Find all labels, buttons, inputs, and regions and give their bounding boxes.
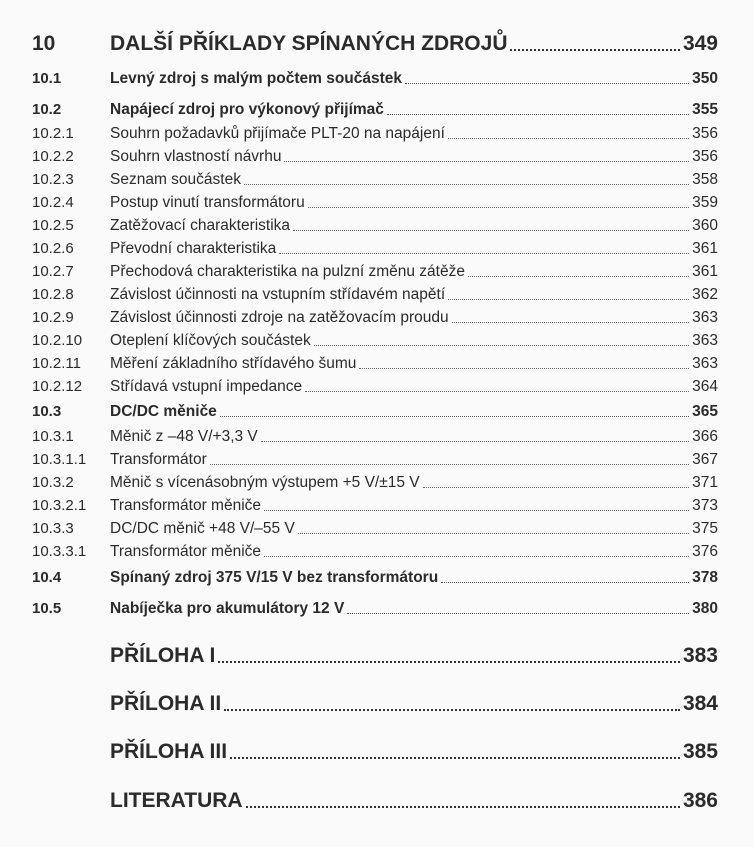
toc-entry — [110, 286, 718, 304]
entry-page: 350 — [692, 70, 718, 87]
section-number: 10.1 — [32, 70, 62, 87]
dot-leader — [244, 184, 689, 185]
section-number: 10.3.3 — [32, 520, 74, 537]
entry-page: 385 — [682, 740, 718, 763]
entry-page: 367 — [692, 451, 718, 468]
chapter-title: DALŠÍ PŘÍKLADY SPÍNANÝCH ZDROJŮ — [110, 32, 508, 55]
entry-title: Přechodová charakteristika na pulzní změnu zátěže — [110, 263, 465, 280]
toc-entry — [110, 101, 718, 119]
toc-entry — [110, 403, 718, 421]
entry-title: Postup vinutí transformátoru — [110, 194, 305, 211]
dot-leader — [423, 487, 690, 488]
entry-title: Převodní charakteristika — [110, 240, 277, 257]
section-number: 10.3.3.1 — [32, 543, 87, 560]
entry-page: 371 — [692, 474, 718, 491]
entry-title: PŘÍLOHA II — [110, 692, 222, 715]
dot-leader — [510, 49, 679, 51]
entry-title: Transformátor — [110, 451, 207, 468]
dot-leader — [218, 661, 680, 663]
dot-leader — [405, 83, 689, 84]
entry-page: 366 — [692, 428, 718, 445]
entry-page: 383 — [682, 644, 718, 667]
toc-entry — [110, 740, 718, 764]
section-number: 10.3.1 — [32, 428, 74, 445]
entry-page: 361 — [692, 240, 718, 257]
toc-entry — [110, 378, 718, 396]
dot-leader — [279, 253, 689, 254]
dot-leader — [347, 613, 689, 614]
dot-leader — [261, 441, 689, 442]
entry-title: Oteplení klíčových součástek — [110, 332, 311, 349]
chapter-entry — [110, 32, 718, 56]
entry-page: 364 — [692, 378, 718, 395]
section-number: 10.2.9 — [32, 309, 74, 326]
section-number: 10.2.6 — [32, 240, 74, 257]
dot-leader — [308, 207, 689, 208]
dot-leader — [314, 345, 689, 346]
entry-title: Zatěžovací charakteristika — [110, 217, 291, 234]
dot-leader — [264, 556, 689, 557]
dot-leader — [305, 391, 689, 392]
entry-page: 386 — [682, 789, 718, 812]
toc-entry — [110, 125, 718, 143]
entry-page: 363 — [692, 309, 718, 326]
chapter-number: 10 — [32, 32, 56, 55]
entry-page: 361 — [692, 263, 718, 280]
entry-page: 375 — [692, 520, 718, 537]
dot-leader — [298, 533, 689, 534]
toc-entry — [110, 309, 718, 327]
entry-page: 362 — [692, 286, 718, 303]
toc-entry — [110, 789, 718, 813]
section-number: 10.3.2 — [32, 474, 74, 491]
toc-entry — [110, 194, 718, 212]
entry-title: Střídavá vstupní impedance — [110, 378, 303, 395]
entry-title: Souhrn vlastností návrhu — [110, 148, 282, 165]
entry-page: 378 — [692, 569, 718, 586]
toc-entry — [110, 497, 718, 515]
entry-page: 356 — [692, 125, 718, 142]
toc-entry — [110, 543, 718, 561]
dot-leader — [264, 510, 689, 511]
dot-leader — [220, 416, 689, 417]
entry-title: Transformátor měniče — [110, 497, 262, 514]
section-number: 10.2.12 — [32, 378, 83, 395]
entry-title: Měnič s vícenásobným výstupem +5 V/±15 V — [110, 474, 420, 491]
dot-leader — [468, 276, 689, 277]
section-number: 10.2.10 — [32, 332, 83, 349]
toc-entry — [110, 70, 718, 88]
entry-title: Závislost účinnosti na vstupním střídavém napětí — [110, 286, 446, 303]
toc-entry — [110, 240, 718, 258]
entry-title: PŘÍLOHA III — [110, 740, 228, 763]
entry-page: 380 — [692, 600, 718, 617]
section-number: 10.2.5 — [32, 217, 74, 234]
toc-entry — [110, 600, 718, 618]
toc-entry — [110, 520, 718, 538]
section-number: 10.4 — [32, 569, 62, 586]
toc-entry — [110, 171, 718, 189]
entry-page: 376 — [692, 543, 718, 560]
entry-page: 359 — [692, 194, 718, 211]
entry-page: 384 — [682, 692, 718, 715]
entry-page: 358 — [692, 171, 718, 188]
section-number: 10.3 — [32, 403, 62, 420]
chapter-page: 349 — [682, 32, 718, 55]
dot-leader — [448, 299, 689, 300]
entry-page: 365 — [692, 403, 718, 420]
entry-page: 363 — [692, 332, 718, 349]
dot-leader — [246, 806, 680, 808]
section-number: 10.2 — [32, 101, 62, 118]
toc-entry — [110, 569, 718, 587]
section-number: 10.3.1.1 — [32, 451, 87, 468]
entry-title: Měření základního střídavého šumu — [110, 355, 357, 372]
entry-title: Levný zdroj s malým počtem součástek — [110, 70, 403, 87]
toc-entry — [110, 148, 718, 166]
entry-title: Transformátor měniče — [110, 543, 262, 560]
dot-leader — [452, 322, 690, 323]
entry-title: DC/DC měniče — [110, 403, 217, 420]
section-number: 10.2.11 — [32, 355, 81, 372]
toc-entry — [110, 355, 718, 373]
section-number: 10.2.8 — [32, 286, 74, 303]
section-number: 10.2.2 — [32, 148, 74, 165]
toc-entry — [110, 692, 718, 716]
dot-leader — [293, 230, 689, 231]
section-number: 10.2.4 — [32, 194, 74, 211]
dot-leader — [284, 161, 689, 162]
entry-title: PŘÍLOHA I — [110, 644, 216, 667]
entry-page: 373 — [692, 497, 718, 514]
entry-title: DC/DC měnič +48 V/–55 V — [110, 520, 295, 537]
entry-title: Měnič z –48 V/+3,3 V — [110, 428, 258, 445]
dot-leader — [224, 709, 680, 711]
entry-title: Seznam součástek — [110, 171, 241, 188]
entry-title: Souhrn požadavků přijímače PLT-20 na napájení — [110, 125, 445, 142]
dot-leader — [448, 138, 689, 139]
dot-leader — [230, 757, 680, 759]
entry-title: Závislost účinnosti zdroje na zatěžovacím proudu — [110, 309, 449, 326]
toc-entry — [110, 644, 718, 668]
toc-entry — [110, 474, 718, 492]
section-number: 10.2.1 — [32, 125, 74, 142]
dot-leader — [387, 114, 689, 115]
section-number: 10.3.2.1 — [32, 497, 87, 514]
toc-entry — [110, 217, 718, 235]
section-number: 10.5 — [32, 600, 62, 617]
dot-leader — [441, 582, 689, 583]
dot-leader — [359, 368, 689, 369]
section-number: 10.2.3 — [32, 171, 74, 188]
section-number: 10.2.7 — [32, 263, 74, 280]
entry-page: 363 — [692, 355, 718, 372]
entry-title: Spínaný zdroj 375 V/15 V bez transformátoru — [110, 569, 439, 586]
entry-title: Napájecí zdroj pro výkonový přijímač — [110, 101, 384, 118]
toc-entry — [110, 451, 718, 469]
toc-entry — [110, 428, 718, 446]
toc-entry — [110, 332, 718, 350]
entry-page: 355 — [692, 101, 718, 118]
dot-leader — [210, 464, 689, 465]
entry-title: LITERATURA — [110, 789, 243, 812]
toc-entry — [110, 263, 718, 281]
entry-page: 360 — [692, 217, 718, 234]
entry-page: 356 — [692, 148, 718, 165]
entry-title: Nabíječka pro akumulátory 12 V — [110, 600, 345, 617]
